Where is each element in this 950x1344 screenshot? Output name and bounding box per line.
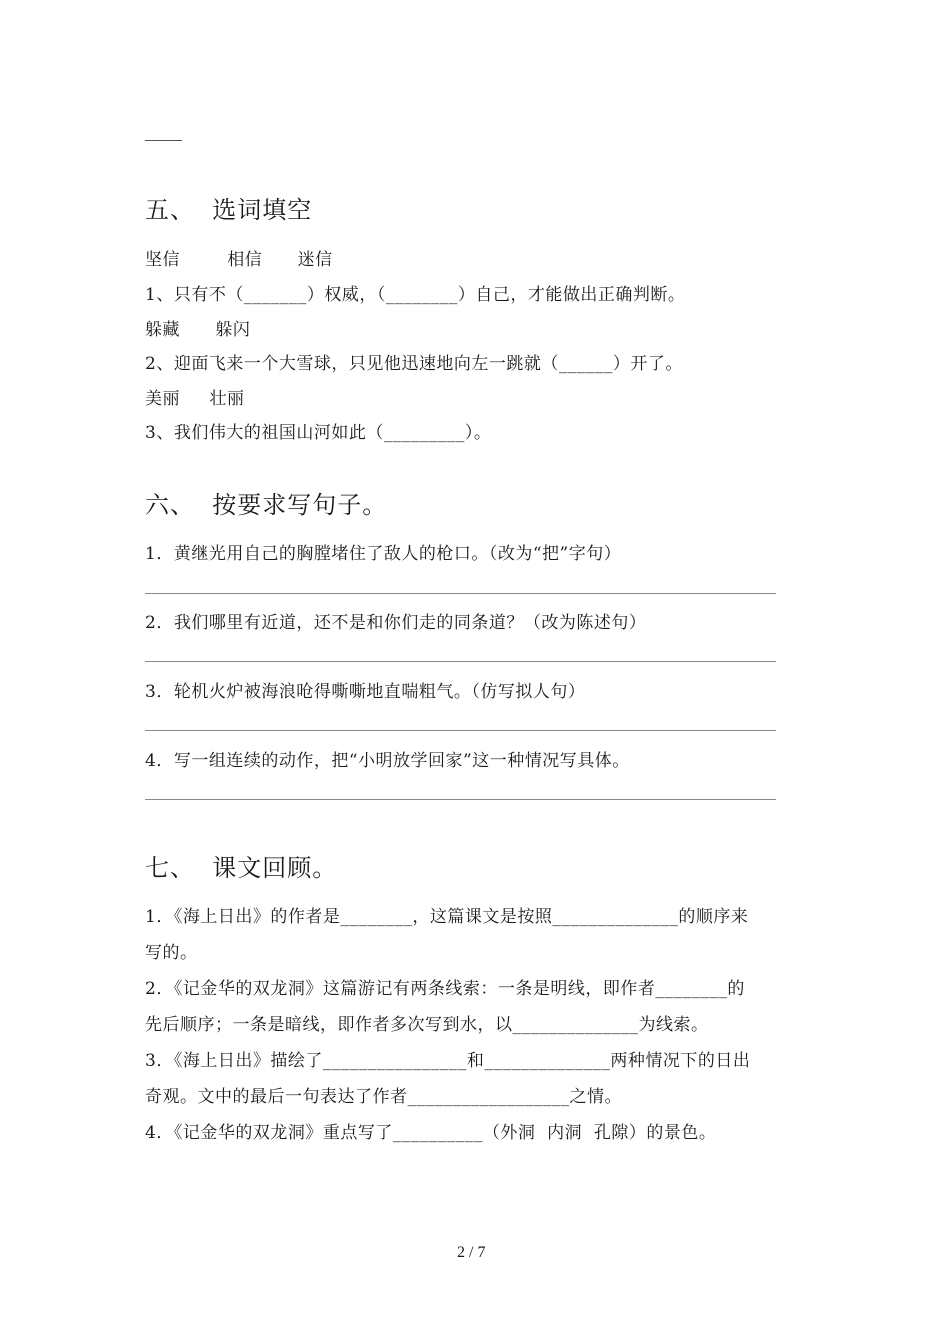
question-5-2: 2、迎面飞来一个大雪球，只见他迅速地向左一跳就（______）开了。 bbox=[145, 354, 683, 374]
section-5-heading: 五、 选词填空 bbox=[145, 196, 313, 224]
question-5-1: 1、只有不（_______）权威，（________）自己，才能做出正确判断。 bbox=[145, 285, 686, 305]
review-line-6: 奇观。文中的最后一句表达了作者__________________之情。 bbox=[145, 1087, 622, 1107]
review-line-5: 3．《海上日出》描绘了________________和______________两种情况下的日出 bbox=[145, 1051, 751, 1071]
word-choices-1: 坚信 相信 迷信 bbox=[145, 250, 333, 270]
review-line-4: 先后顺序；一条是暗线，即作者多次写到水，以______________为线索。 bbox=[145, 1015, 709, 1035]
answer-line-6-1[interactable] bbox=[145, 593, 776, 594]
review-line-7: 4．《记金华的双龙洞》重点写了__________（外洞 内洞 孔隙）的景色。 bbox=[145, 1123, 717, 1143]
answer-line-6-4[interactable] bbox=[145, 799, 776, 800]
section-6-heading: 六、 按要求写句子。 bbox=[145, 491, 388, 519]
section-7-heading: 七、 课文回顾。 bbox=[145, 854, 338, 882]
question-6-2: 2．我们哪里有近道，还不是和你们走的同条道？（改为陈述句） bbox=[145, 613, 647, 633]
word-choices-3: 美丽 壮丽 bbox=[145, 389, 245, 409]
answer-line-6-3[interactable] bbox=[145, 730, 776, 731]
question-6-4: 4．写一组连续的动作，把“小明放学回家”这一种情况写具体。 bbox=[145, 751, 630, 771]
review-line-1: 1．《海上日出》的作者是________，这篇课文是按照______________的顺序来 bbox=[145, 907, 749, 927]
review-line-3: 2．《记金华的双龙洞》这篇游记有两条线索：一条是明线，即作者________的 bbox=[145, 979, 745, 999]
question-6-1: 1．黄继光用自己的胸膛堵住了敌人的枪口。（改为“把”字句） bbox=[145, 544, 622, 564]
question-5-3: 3、我们伟大的祖国山河如此（_________）。 bbox=[145, 423, 492, 443]
word-choices-2: 躲藏 躲闪 bbox=[145, 320, 251, 340]
answer-line-6-2[interactable] bbox=[145, 661, 776, 662]
top-divider bbox=[145, 140, 182, 141]
question-6-3: 3．轮机火炉被海浪呛得嘶嘶地直喘粗气。（仿写拟人句） bbox=[145, 682, 586, 702]
page-number: 2 / 7 bbox=[457, 1244, 486, 1261]
review-line-2: 写的。 bbox=[145, 943, 198, 963]
